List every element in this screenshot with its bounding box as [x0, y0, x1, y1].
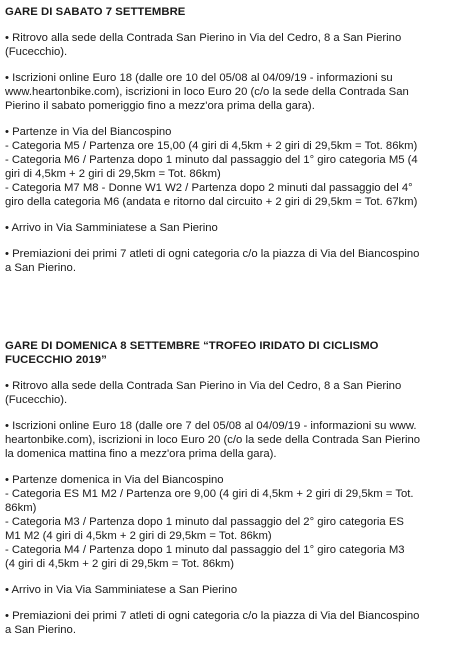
sunday-premiazioni — [5, 609, 450, 637]
text-line: - Categoria ES M1 M2 / Partenza ore 9,00 (4 giri di 4,5km + 2 giri di 29,5km = Tot. — [5, 488, 414, 500]
text-line: • Premiazioni dei primi 7 atleti di ogni categoria c/o la piazza di Via del Biancospino — [5, 610, 420, 622]
sunday-partenze — [5, 473, 450, 571]
text-line: M1 M2 (4 giri di 4,5km + 2 giri di 29,5km = Tot. 86km) — [5, 530, 272, 542]
sunday-arrivo — [5, 583, 450, 597]
text-line: (Fucecchio). — [5, 394, 68, 406]
title-line: GARE DI DOMENICA 8 SETTEMBRE “TROFEO IRIDATO DI CICLISMO — [5, 340, 379, 352]
sunday-ritrovo — [5, 379, 450, 407]
saturday-premiazioni — [5, 247, 450, 275]
text-line: www.heartonbike.com), iscrizioni in loco Euro 20 (c/o la sede della Contrada San — [5, 86, 409, 98]
text-line: heartonbike.com), iscrizioni in loco Euro 20 (c/o la sede della Contrada San Pierino — [5, 434, 421, 446]
text-line: Pierino il sabato pomeriggio fino a mezz'ora prima della gara). — [5, 100, 315, 112]
text-line: • Ritrovo alla sede della Contrada San Pierino in Via del Cedro, 8 a San Pierino — [5, 380, 402, 392]
text-line: a San Pierino. — [5, 624, 76, 636]
text-line: 86km) — [5, 502, 37, 514]
text-line: giro della categoria M6 (andata e ritorno dal circuito + 2 giri di 29,5km = Tot. 67km) — [5, 196, 418, 208]
saturday-partenze — [5, 125, 450, 209]
text-line: • Partenze domenica in Via del Biancospino — [5, 474, 224, 486]
text-line: - Categoria M7 M8 - Donne W1 W2 / Partenza dopo 2 minuti dal passaggio del 4° — [5, 182, 413, 194]
saturday-iscrizioni — [5, 71, 450, 113]
text-line: (4 giri di 4,5km + 2 giri di 29,5km = Tot. 86km) — [5, 558, 234, 570]
text-line: • Arrivo in Via Via Samminiatese a San Pierino — [5, 584, 238, 596]
text-line: • Ritrovo alla sede della Contrada San Pierino in Via del Cedro, 8 a San Pierino — [5, 32, 402, 44]
text-line: - Categoria M4 / Partenza dopo 1 minuto dal passaggio del 1° giro categoria M3 — [5, 544, 405, 556]
text-line: (Fucecchio). — [5, 46, 68, 58]
title-line: FUCECCHIO 2019” — [5, 354, 107, 366]
sunday-title — [5, 339, 450, 367]
text-line: • Iscrizioni online Euro 18 (dalle ore 10 del 05/08 al 04/09/19 - informazioni su — [5, 72, 393, 84]
sunday-iscrizioni — [5, 419, 450, 461]
saturday-section — [5, 5, 450, 275]
text-line: - Categoria M6 / Partenza dopo 1 minuto dal passaggio del 1° giro categoria M5 (4 — [5, 154, 418, 166]
text-line: • Iscrizioni online Euro 18 (dalle ore 7 del 05/08 al 04/09/19 - informazioni su www. — [5, 420, 417, 432]
text-line: • Arrivo in Via Samminiatese a San Pierino — [5, 222, 218, 234]
text-line: a San Pierino. — [5, 262, 76, 274]
saturday-arrivo — [5, 221, 450, 235]
text-line: • Premiazioni dei primi 7 atleti di ogni categoria c/o la piazza di Via del Biancospino — [5, 248, 420, 260]
saturday-title: GARE DI SABATO 7 SETTEMBRE — [5, 6, 186, 18]
text-line: - Categoria M5 / Partenza ore 15,00 (4 giri di 4,5km + 2 giri di 29,5km = Tot. 86km) — [5, 140, 418, 152]
sunday-section — [5, 339, 450, 637]
text-line: giri di 4,5km + 2 giri di 29,5km = Tot. 86km) — [5, 168, 221, 180]
text-line: • Partenze in Via del Biancospino — [5, 126, 172, 138]
text-line: la domenica mattina fino a mezz'ora prima della gara). — [5, 448, 277, 460]
saturday-ritrovo — [5, 31, 450, 59]
text-line: - Categoria M3 / Partenza dopo 1 minuto dal passaggio del 2° giro categoria ES — [5, 516, 404, 528]
